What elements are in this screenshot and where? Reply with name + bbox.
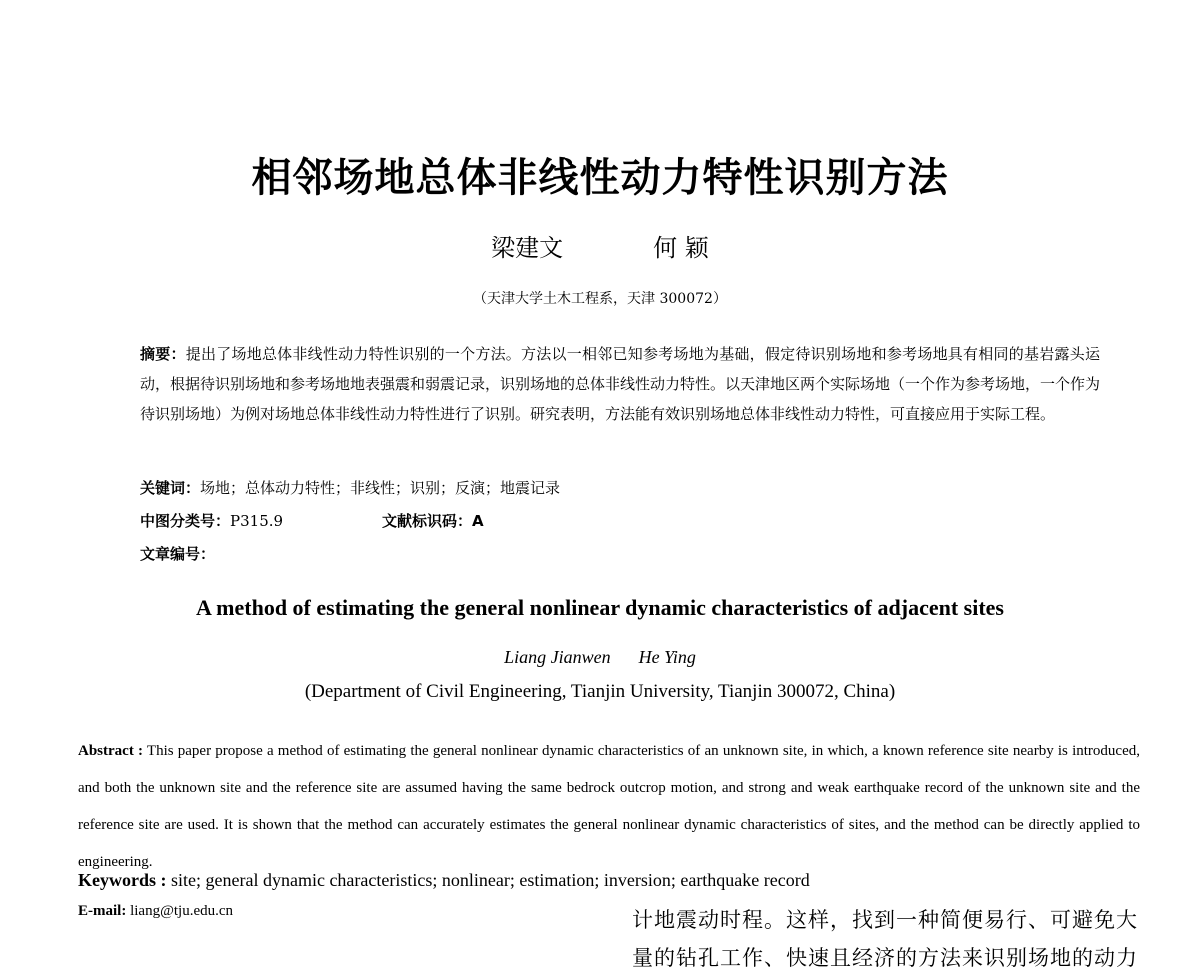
document-code	[382, 510, 484, 531]
keywords-zh-label: 关键词：	[140, 479, 201, 497]
keywords-en	[78, 870, 810, 891]
clc-label: 中图分类号：	[140, 512, 231, 530]
abstract-en-label: Abstract :	[78, 743, 143, 759]
doc-code-label: 文献标识码：	[382, 512, 473, 530]
email-value: liang@tju.edu.cn	[130, 903, 234, 919]
authors-zh	[0, 228, 1200, 263]
article-number	[140, 543, 215, 564]
keywords-en-text: site; general dynamic characteristics; nonlinear; estimation; inversion; earthquake record	[166, 870, 810, 890]
author-zh-1: 梁建文	[491, 234, 564, 262]
keywords-zh	[140, 477, 560, 498]
abstract-zh	[140, 339, 1100, 429]
affiliation-en: (Department of Civil Engineering, Tianjin University, Tianjin 300072, China)	[304, 681, 896, 702]
body-text-zh-line-1: 计地震动时程。这样，找到一种简便易行、可避免大	[632, 908, 1138, 932]
email-line	[78, 903, 233, 920]
email-label: E-mail:	[78, 903, 127, 919]
abstract-zh-label: 摘要：	[140, 345, 186, 363]
clc-number	[140, 510, 283, 531]
abstract-en	[78, 733, 1140, 881]
author-en-2: He Ying	[638, 647, 696, 667]
keywords-zh-text: 场地；总体动力特性；非线性；识别；反演；地震记录	[200, 479, 561, 497]
authors-en	[0, 647, 1200, 668]
article-number-label: 文章编号：	[140, 545, 216, 563]
paper-title-zh: 相邻场地总体非线性动力特性识别方法	[251, 155, 949, 201]
doc-code-value: A	[472, 512, 484, 530]
affiliation-zh: （天津大学土木工程系，天津 300072）	[473, 291, 727, 307]
abstract-en-text: This paper propose a method of estimating the general nonlinear dynamic characteristics of an unknown site, in which, a known reference site nearby is introduced, and both the unknown site and the reference site are assumed having the same bedrock outcrop motion, and strong and weak earthquake record of the unknown site and the reference site are used. It is shown that the method can accurately estimates the general nonlinear dynamic characteristics of sites, and the method can be directly applied to engineering.	[78, 743, 1140, 870]
author-en-1: Liang Jianwen	[504, 647, 611, 667]
paper-title-en: A method of estimating the general nonlinear dynamic characteristics of adjacent sites	[196, 595, 1004, 620]
body-text-zh-line-2: 量的钻孔工作、快速且经济的方法来识别场地的动力	[632, 946, 1138, 970]
clc-value: P315.9	[230, 512, 284, 530]
keywords-en-label: Keywords :	[78, 870, 167, 890]
abstract-zh-text: 提出了场地总体非线性动力特性识别的一个方法。方法以一相邻已知参考场地为基础，假定待识别场地和参考场地具有相同的基岩露头运动，根据待识别场地和参考场地地表强震和弱震记录，识别场地的总体非线性动力特性。以天津地区两个实际场地（一个作为参考场地，一个作为待识别场地）为例对场地总体非线性动力特性进行了识别。研究表明，方法能有效识别场地总体非线性动力特性，可直接应用于实际工程。	[140, 345, 1101, 423]
author-zh-2: 何 颖	[653, 234, 709, 262]
